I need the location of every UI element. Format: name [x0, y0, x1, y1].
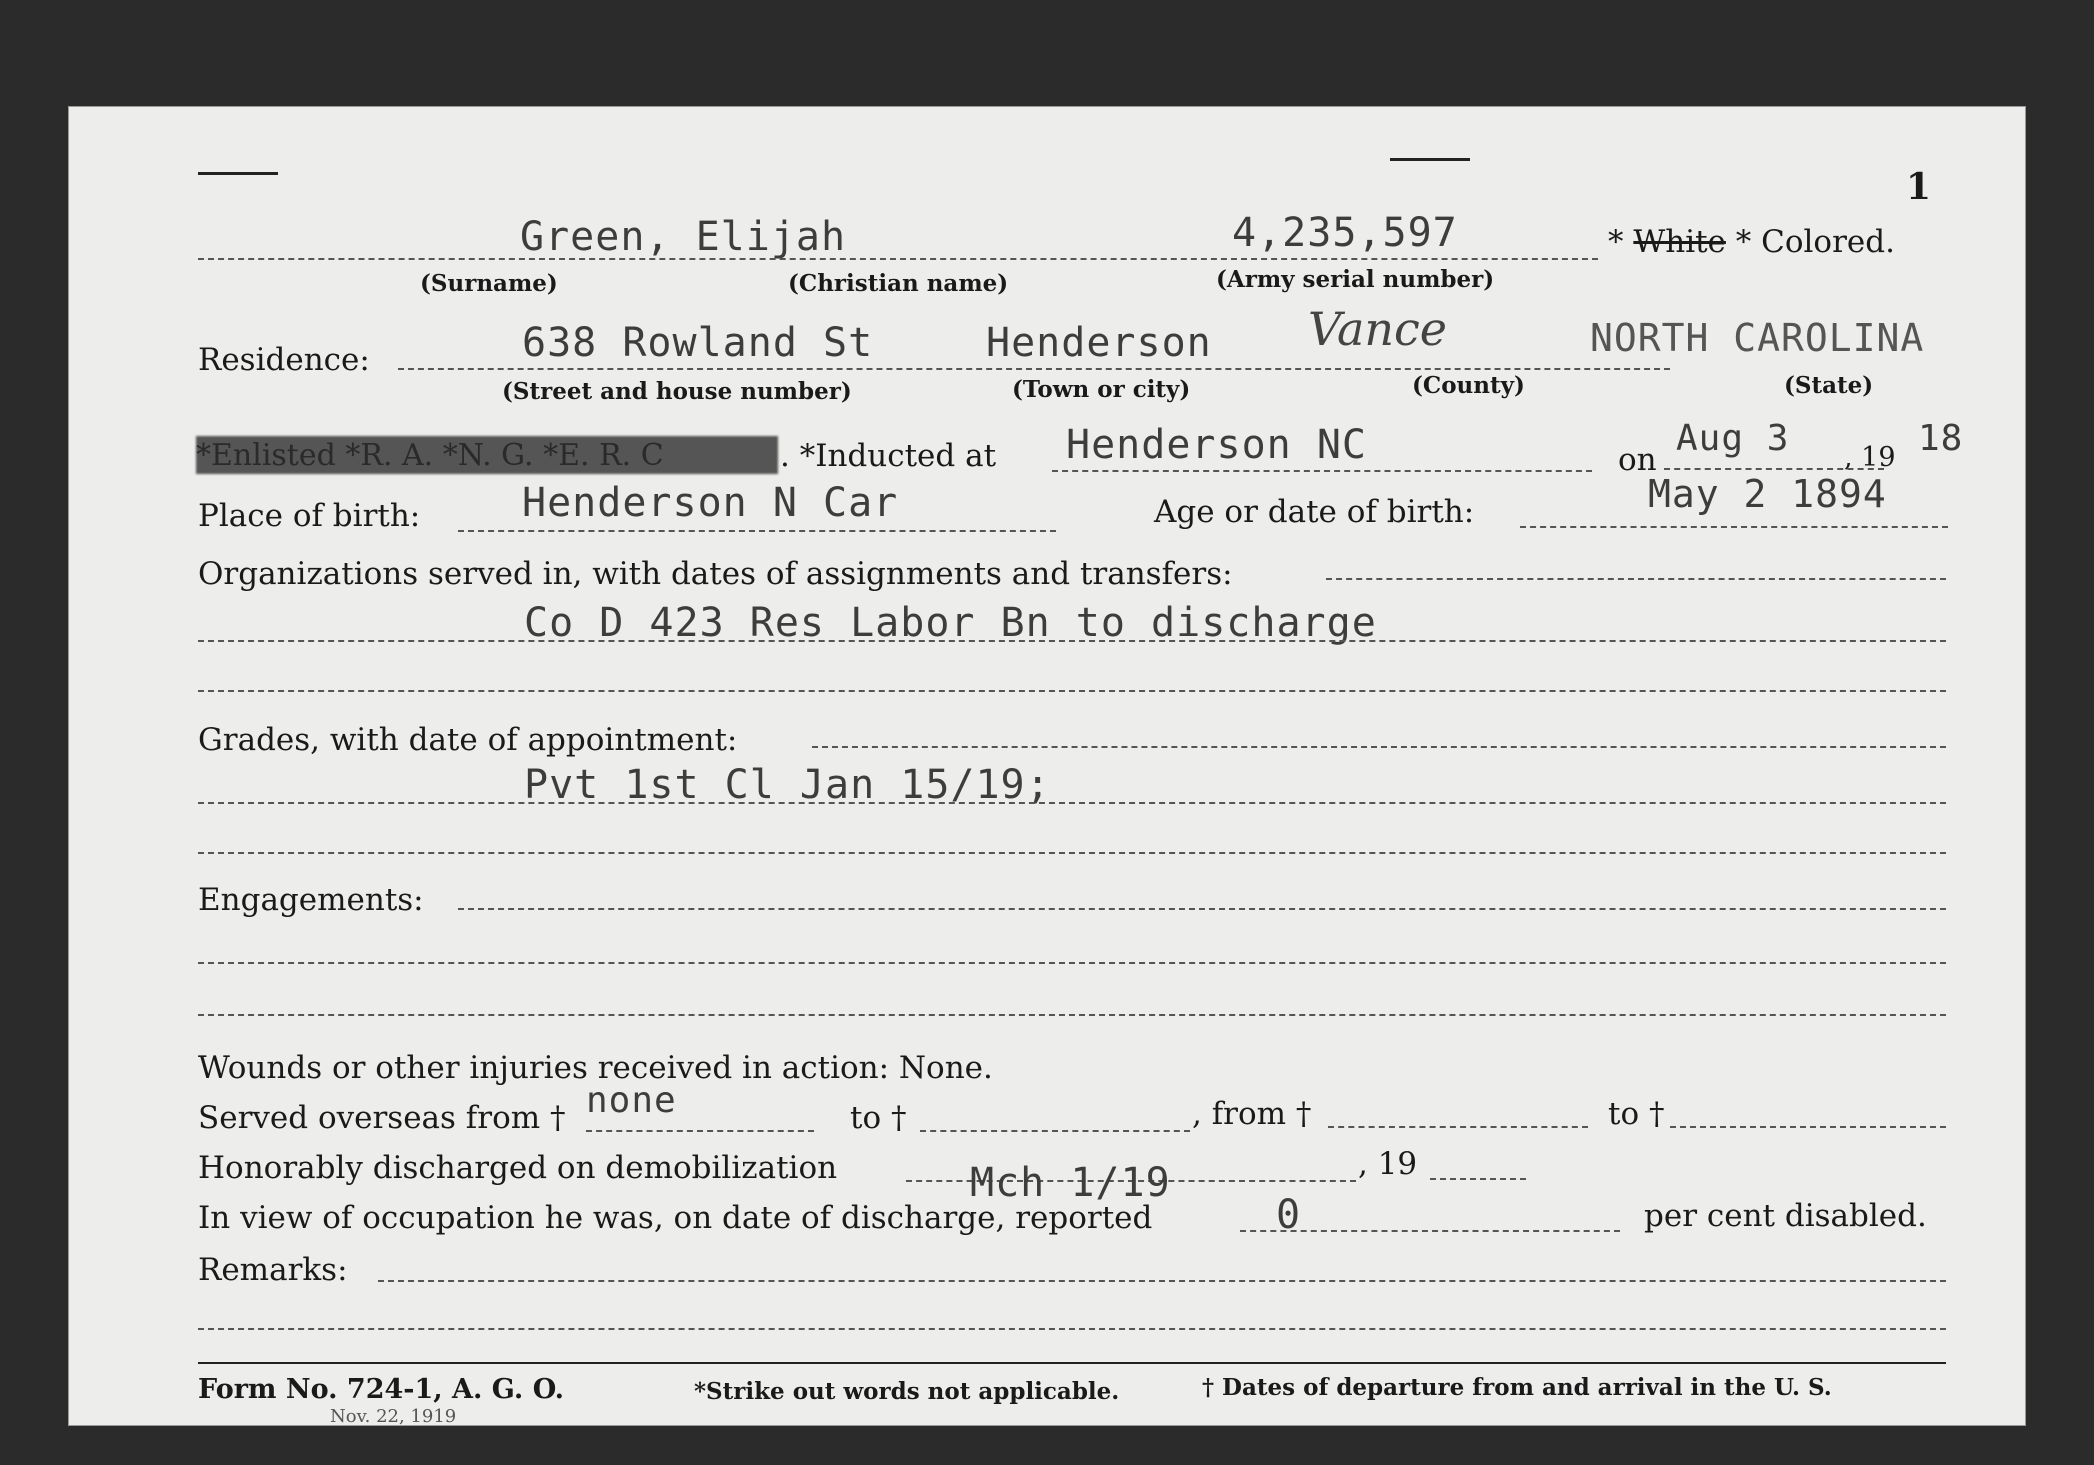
- footer-dates: † Dates of departure from and arrival in the U. S.: [1202, 1374, 1832, 1401]
- overseas-label: Served overseas from †: [198, 1100, 566, 1136]
- race-colored: * Colored.: [1735, 224, 1895, 260]
- top-right-rule: [1390, 158, 1470, 161]
- christian-label: (Christian name): [788, 270, 1009, 297]
- residence-label: Residence:: [198, 342, 370, 378]
- grades-line-2: [198, 852, 1946, 854]
- grades-line-1: [198, 802, 1946, 804]
- disabled-label: per cent disabled.: [1644, 1198, 1927, 1234]
- birthplace-line: [458, 530, 1056, 532]
- disabled-value: 0: [1276, 1192, 1302, 1238]
- footer-rule: [198, 1362, 1946, 1364]
- name-line: [198, 258, 1598, 260]
- engagements-label: Engagements:: [198, 882, 424, 918]
- inducted-label: . *Inducted at: [780, 438, 997, 474]
- engagements-line-1: [198, 962, 1946, 964]
- discharge-year: , 19: [1358, 1146, 1418, 1182]
- footer-strike: *Strike out words not applicable.: [694, 1378, 1120, 1405]
- state-value: NORTH CAROLINA: [1590, 316, 1925, 360]
- birth-value: May 2 1894: [1648, 472, 1887, 516]
- engagements-line-2: [198, 1014, 1946, 1016]
- remarks-line-0: [378, 1280, 1946, 1282]
- birth-label: Age or date of birth:: [1154, 494, 1475, 530]
- street-value: 638 Rowland St: [522, 320, 874, 366]
- discharge-label: Honorably discharged on demobilization: [198, 1150, 838, 1186]
- discharge-year-line: [1430, 1178, 1526, 1180]
- surname-label: (Surname): [420, 270, 558, 297]
- engagements-line-0: [458, 908, 1946, 910]
- serial-value: 4,235,597: [1232, 210, 1458, 256]
- record-card: [68, 106, 2026, 1426]
- year-prefix: , 19: [1844, 442, 1896, 473]
- wounds-label: Wounds or other injuries received in action: None.: [198, 1050, 993, 1086]
- orgs-line-2: [198, 690, 1946, 692]
- birth-line: [1520, 526, 1948, 528]
- birthplace-label: Place of birth:: [198, 498, 421, 534]
- year-suffix: 18: [1918, 418, 1964, 459]
- town-value: Henderson: [986, 320, 1212, 366]
- overseas-line-3: [1670, 1126, 1946, 1128]
- to-label: to †: [850, 1100, 907, 1136]
- induction-date: Aug 3: [1676, 418, 1790, 459]
- occupation-label: In view of occupation he was, on date of discharge, reported: [198, 1200, 1153, 1236]
- name-value: Green, Elijah: [520, 214, 847, 260]
- orgs-line-1: [198, 640, 1946, 642]
- discharge-date: Mch 1/19: [970, 1160, 1171, 1206]
- orgs-label: Organizations served in, with dates of assignments and transfers:: [198, 556, 1233, 592]
- town-label: (Town or city): [1012, 376, 1191, 403]
- orgs-value: Co D 423 Res Labor Bn to discharge: [524, 600, 1377, 646]
- inducted-place: Henderson NC: [1066, 422, 1367, 468]
- race-white: White: [1633, 224, 1726, 260]
- remarks-line-1: [198, 1328, 1946, 1330]
- overseas-line-0: [586, 1130, 814, 1132]
- from-label: , from †: [1192, 1096, 1312, 1132]
- grades-label: Grades, with date of appointment:: [198, 722, 738, 758]
- to-label-2: to †: [1608, 1096, 1665, 1132]
- inducted-line: [1052, 470, 1592, 472]
- grades-value: Pvt 1st Cl Jan 15/19;: [524, 762, 1051, 808]
- top-left-rule: [198, 172, 278, 175]
- overseas-line-1: [920, 1130, 1190, 1132]
- orgs-line-0: [1326, 578, 1946, 580]
- residence-line: [398, 368, 1670, 370]
- overseas-value: none: [586, 1080, 677, 1121]
- serial-label: (Army serial number): [1216, 266, 1495, 293]
- birthplace-value: Henderson N Car: [522, 480, 899, 526]
- grades-line-0: [812, 746, 1946, 748]
- footer-form: Form No. 724-1, A. G. O.: [198, 1374, 565, 1405]
- remarks-label: Remarks:: [198, 1252, 348, 1288]
- footer-date: Nov. 22, 1919: [330, 1406, 457, 1427]
- race-field: * White * Colored.: [1608, 224, 1895, 260]
- county-label: (County): [1412, 372, 1525, 399]
- on-label: on: [1618, 442, 1657, 478]
- street-label: (Street and house number): [502, 378, 852, 405]
- page-number: 1: [1906, 166, 1932, 208]
- state-label: (State): [1784, 372, 1874, 399]
- enlisted-options: *Enlisted *R. A. *N. G. *E. R. C: [196, 438, 664, 473]
- overseas-line-2: [1328, 1126, 1588, 1128]
- county-value: Vance: [1308, 302, 1448, 356]
